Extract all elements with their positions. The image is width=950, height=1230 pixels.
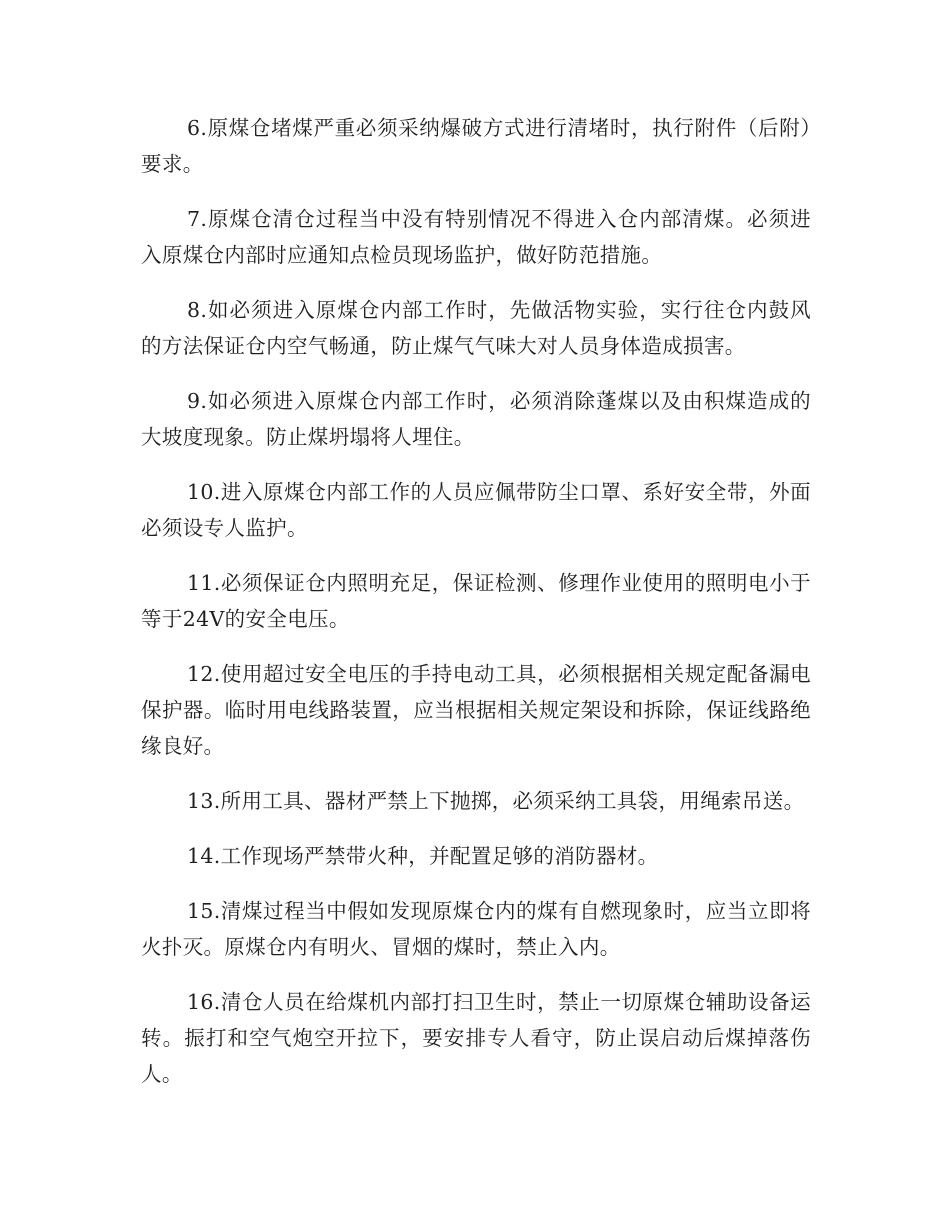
paragraph-item-9: 9.如必须进入原煤仓内部工作时，必须消除蓬煤以及由积煤造成的大坡度现象。防止煤坍塌将人埋住。 bbox=[141, 389, 811, 449]
paragraph-item-15: 15.清煤过程当中假如发现原煤仓内的煤有自燃现象时，应当立即将火扑灭。原煤仓内有明火、冒烟的煤时，禁止入内。 bbox=[141, 899, 811, 959]
paragraph-item-6: 6.原煤仓堵煤严重必须采纳爆破方式进行清堵时，执行附件（后附）要求。 bbox=[141, 116, 811, 176]
paragraph-item-11: 11.必须保证仓内照明充足，保证检测、修理作业使用的照明电小于等于24V的安全电压。 bbox=[141, 571, 811, 631]
paragraph-item-16: 16.清仓人员在给煤机内部打扫卫生时，禁止一切原煤仓辅助设备运转。振打和空气炮空开拉下，要安排专人看守，防止误启动后煤掉落伤人。 bbox=[141, 990, 811, 1086]
document-body bbox=[141, 110, 811, 1111]
paragraph-item-8: 8.如必须进入原煤仓内部工作时，先做活物实验，实行往仓内鼓风的方法保证仓内空气畅通，防止煤气气味大对人员身体造成损害。 bbox=[141, 298, 811, 358]
paragraph-item-14: 14.工作现场严禁带火种，并配置足够的消防器材。 bbox=[187, 844, 659, 868]
paragraph-item-7: 7.原煤仓清仓过程当中没有特别情况不得进入仓内部清煤。必须进入原煤仓内部时应通知点检员现场监护，做好防范措施。 bbox=[141, 207, 811, 267]
paragraph-item-13: 13.所用工具、器材严禁上下抛掷，必须采纳工具袋，用绳索吊送。 bbox=[187, 789, 805, 813]
paragraph-item-10: 10.进入原煤仓内部工作的人员应佩带防尘口罩、系好安全带，外面必须设专人监护。 bbox=[141, 480, 811, 540]
paragraph-item-12: 12.使用超过安全电压的手持电动工具，必须根据相关规定配备漏电保护器。临时用电线路装置，应当根据相关规定架设和拆除，保证线路绝缘良好。 bbox=[141, 662, 811, 758]
